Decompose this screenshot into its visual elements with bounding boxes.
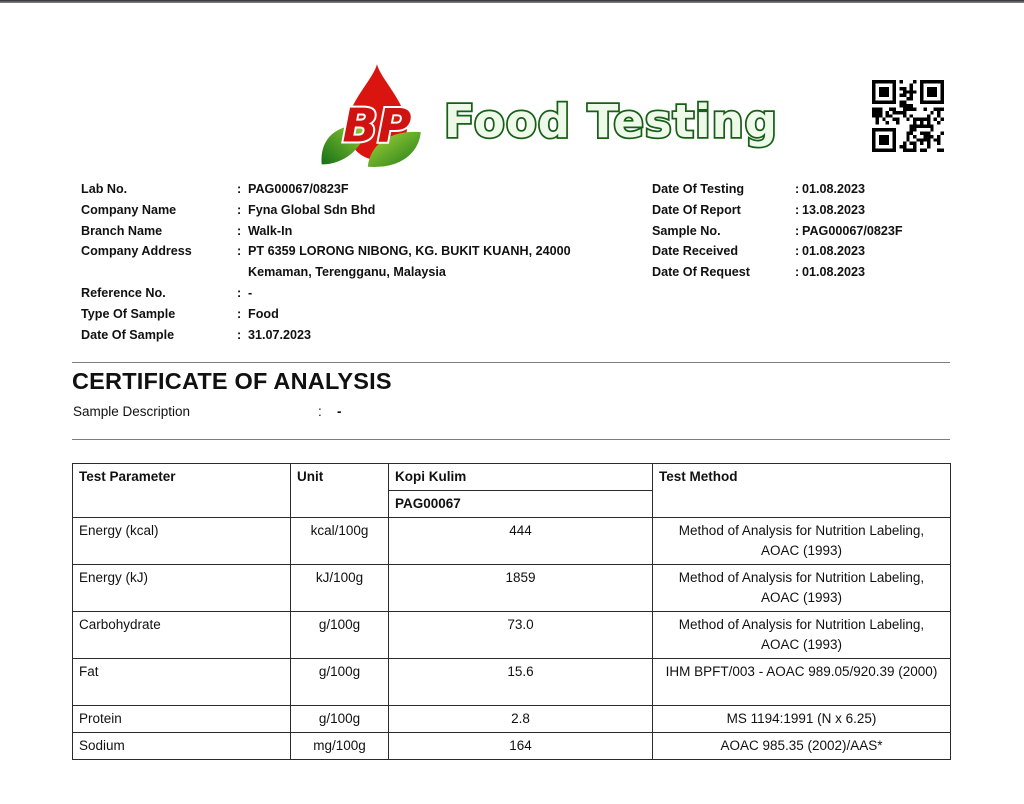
header-test-parameter: Test Parameter	[73, 464, 291, 518]
cell-result-value: 15.6	[389, 659, 653, 706]
cell-result-value: 444	[389, 518, 653, 565]
cell-unit: g/100g	[291, 706, 389, 733]
cell-test-method: MS 1194:1991 (N x 6.25)	[653, 706, 951, 733]
cell-unit: g/100g	[291, 659, 389, 706]
sample-description-colon: :	[318, 404, 322, 419]
info-row	[652, 200, 952, 221]
info-row	[81, 241, 626, 283]
field-colon: :	[795, 182, 800, 196]
field-value: -	[248, 285, 253, 300]
info-row	[81, 283, 626, 304]
table-row	[73, 518, 951, 565]
info-row	[652, 179, 952, 200]
info-row	[81, 200, 626, 221]
cell-result-value: 164	[389, 733, 653, 760]
sample-info-right-block	[652, 179, 952, 283]
field-label: Date Of Sample	[81, 327, 175, 342]
field-label: Lab No.	[81, 182, 128, 196]
table-row	[73, 659, 951, 706]
header-unit: Unit	[291, 464, 389, 518]
field-label: Date Of Request	[652, 265, 750, 280]
lab-logo	[316, 62, 778, 170]
field-value: PT 6359 LORONG NIBONG, KG. BUKIT KUANH, 24000 Kemaman, Terengganu, Malaysia	[248, 244, 571, 280]
field-label: Branch Name	[81, 223, 163, 238]
field-colon: :	[237, 244, 242, 259]
field-colon: :	[795, 244, 800, 259]
cell-test-method: Method of Analysis for Nutrition Labeling, AOAC (1993)	[653, 518, 951, 565]
page-top-edge	[0, 0, 1024, 3]
info-row	[81, 304, 626, 325]
cell-result-value: 2.8	[389, 706, 653, 733]
field-value: 31.07.2023	[248, 327, 312, 342]
cell-test-parameter: Carbohydrate	[73, 612, 291, 659]
field-colon: :	[795, 202, 800, 217]
cell-result-value: 1859	[389, 565, 653, 612]
cell-test-parameter: Protein	[73, 706, 291, 733]
field-value: 01.08.2023	[802, 265, 866, 280]
bp-monogram-text: BP	[342, 98, 412, 153]
info-row	[81, 179, 626, 200]
cell-unit: mg/100g	[291, 733, 389, 760]
field-value: 01.08.2023	[802, 244, 866, 259]
info-row	[81, 221, 626, 242]
field-colon: :	[237, 327, 242, 342]
field-label: Company Address	[81, 244, 192, 259]
field-colon: :	[237, 223, 242, 238]
field-label: Reference No.	[81, 285, 166, 300]
field-value: PAG00067/0823F	[802, 223, 903, 238]
cell-unit: kJ/100g	[291, 565, 389, 612]
info-row	[652, 262, 952, 283]
header-test-method: Test Method	[653, 464, 951, 518]
header-sample-name: Kopi Kulim	[389, 464, 653, 491]
field-label: Company Name	[81, 202, 177, 217]
field-colon: :	[795, 265, 800, 280]
table-row	[73, 733, 951, 760]
bp-drop-leaf-icon	[316, 63, 438, 169]
cell-test-method: IHM BPFT/003 - AOAC 989.05/920.39 (2000)	[653, 659, 951, 706]
field-value: 13.08.2023	[802, 202, 866, 217]
cell-test-parameter: Fat	[73, 659, 291, 706]
table-row	[73, 565, 951, 612]
cell-result-value: 73.0	[389, 612, 653, 659]
field-label: Date Received	[652, 244, 739, 259]
certificate-title: CERTIFICATE OF ANALYSIS	[72, 368, 392, 394]
cell-test-method: Method of Analysis for Nutrition Labeling, AOAC (1993)	[653, 612, 951, 659]
cell-test-parameter: Energy (kcal)	[73, 518, 291, 565]
sample-description-value: -	[337, 404, 342, 419]
cell-test-method: AOAC 985.35 (2002)/AAS*	[653, 733, 951, 760]
divider-line-bottom	[72, 439, 950, 440]
field-colon: :	[237, 306, 242, 321]
table-row	[73, 706, 951, 733]
sample-description-row	[73, 404, 342, 419]
cell-test-parameter: Energy (kJ)	[73, 565, 291, 612]
table-row	[73, 612, 951, 659]
cell-unit: g/100g	[291, 612, 389, 659]
info-row	[81, 325, 626, 346]
field-colon: :	[795, 223, 800, 238]
field-value: PAG00067/0823F	[248, 182, 349, 196]
field-colon: :	[237, 202, 242, 217]
field-label: Type Of Sample	[81, 306, 176, 321]
field-colon: :	[237, 182, 242, 196]
divider-line-top	[72, 362, 950, 363]
field-value: 01.08.2023	[802, 182, 866, 196]
qr-code	[872, 80, 944, 152]
results-table	[72, 463, 951, 760]
field-colon: :	[237, 285, 242, 300]
field-value: Fyna Global Sdn Bhd	[248, 202, 376, 217]
field-label: Sample No.	[652, 223, 721, 238]
sample-info-left-block	[81, 179, 626, 345]
brand-name-text: Food Testing	[444, 94, 778, 148]
cell-test-parameter: Sodium	[73, 733, 291, 760]
sample-description-label: Sample Description	[73, 404, 191, 419]
field-value: Walk-In	[248, 223, 293, 238]
info-row	[652, 241, 952, 262]
field-label: Date Of Testing	[652, 182, 745, 196]
cell-unit: kcal/100g	[291, 518, 389, 565]
header-sample-id: PAG00067	[389, 491, 653, 518]
field-label: Date Of Report	[652, 202, 741, 217]
info-row	[652, 221, 952, 242]
field-value: Food	[248, 306, 279, 321]
cell-test-method: Method of Analysis for Nutrition Labeling, AOAC (1993)	[653, 565, 951, 612]
